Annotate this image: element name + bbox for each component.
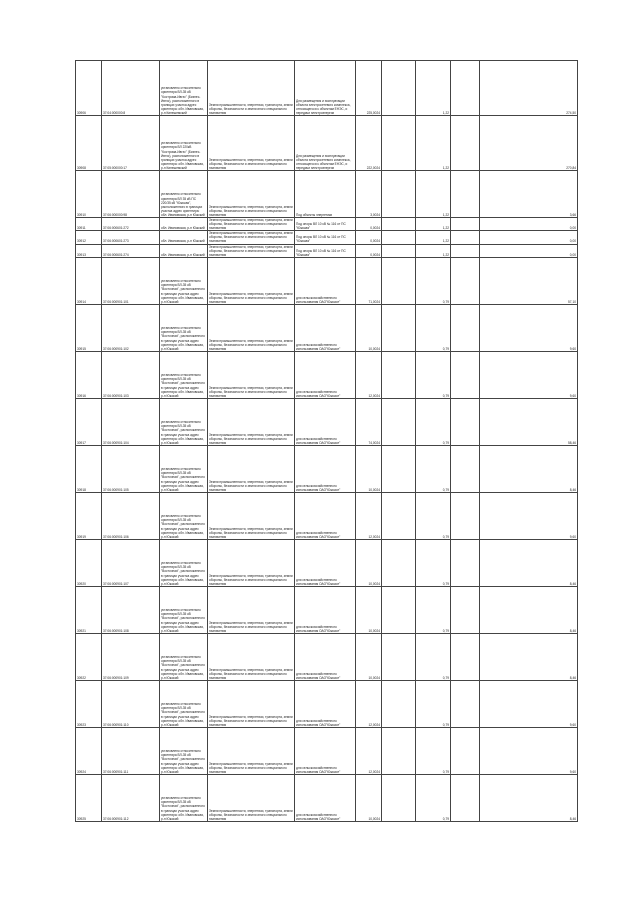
amount-cell: 8,46 [480, 586, 578, 633]
permitted-use-cell: Под опоры ВЛ 10 кВ № 116 от ПС "Южская" [295, 244, 356, 257]
record-number: 30912 [76, 231, 102, 244]
location-cell: установлено относительно ориентира ВЛ-35 кВ "Восточная", расположенного в границах участка адрес ориентира: обл. Ивановская, р-н Южский [160, 774, 208, 821]
location-cell: установлено относительно ориентира ВЛ-35 кВ "Восточная", расположенного в границах участка адрес ориентира: обл. Ивановская, р-н Южский [160, 586, 208, 633]
area-cell: 12,0024 [356, 492, 382, 539]
location-cell: установлено относительно ориентира ВЛ-35 кВ "Кострома-Ивгэс" (Бизнес-Ивгэс), расположенного в границах участка адрес ориентира: обл. Ивановская, р-н Кинешемский [160, 61, 208, 116]
permitted-use-cell: для сельскохозяйственного использования ОАО"Южское" [295, 633, 356, 680]
area-cell: 10,0024 [356, 445, 382, 492]
area-cell: 222,0024 [356, 116, 382, 171]
permitted-use-cell: для сельскохозяйственного использования ОАО"Южское" [295, 492, 356, 539]
area-cell: 225,0024 [356, 61, 382, 116]
amount-cell: 9,60 [480, 727, 578, 774]
permitted-use-cell: Под объекты энергетики [295, 171, 356, 218]
area-cell: 10,0024 [356, 586, 382, 633]
cadastral-number: 37:06:000901:102 [102, 304, 160, 351]
empty-cell [382, 61, 416, 116]
record-number: 30917 [76, 398, 102, 445]
empty-cell [382, 218, 416, 231]
empty-cell [451, 231, 480, 244]
permitted-use-cell: для сельскохозяйственного использования ОАО"Южское" [295, 398, 356, 445]
land-category-cell: Земли промышленности, энергетики, транспорта, земли обороны, безопасности и земли иного специального назначения [208, 492, 295, 539]
land-category-cell: Земли промышленности, энергетики, транспорта, земли обороны, безопасности и земли иного специального назначения [208, 633, 295, 680]
rate-cell: 1,22 [416, 61, 451, 116]
empty-cell [382, 492, 416, 539]
area-cell: 10,0024 [356, 539, 382, 586]
record-number: 30908 [76, 116, 102, 171]
area-cell: 10,0024 [356, 304, 382, 351]
permitted-use-cell: для сельскохозяйственного использования ОАО"Южское" [295, 304, 356, 351]
table-row [76, 244, 578, 257]
record-number: 30925 [76, 774, 102, 821]
rate-cell: 0,79 [416, 633, 451, 680]
cadastral-number: 37:06:000901:111 [102, 727, 160, 774]
amount-cell: 0,00 [480, 231, 578, 244]
location-cell: установлено относительно ориентира ВЛ-35 кВ "Восточная", расположенного в границах участка адрес ориентира: обл. Ивановская, р-н Южский [160, 351, 208, 398]
amount-cell: 0,00 [480, 244, 578, 257]
empty-cell [382, 116, 416, 171]
table-row [76, 586, 578, 633]
area-cell: 12,0024 [356, 680, 382, 727]
record-number: 30923 [76, 680, 102, 727]
record-number: 30920 [76, 539, 102, 586]
amount-cell: 270,84 [480, 116, 578, 171]
empty-cell [382, 257, 416, 304]
land-category-cell: Земли промышленности, энергетики, транспорта, земли обороны, безопасности и земли иного специального назначения [208, 774, 295, 821]
empty-cell [382, 351, 416, 398]
table-row [76, 445, 578, 492]
amount-cell: 8,46 [480, 633, 578, 680]
table-row [76, 680, 578, 727]
cadastral-number: 37:06:000901:112 [102, 774, 160, 821]
table-row [76, 257, 578, 304]
permitted-use-cell: для сельскохозяйственного использования ОАО"Южское" [295, 727, 356, 774]
record-number: 30910 [76, 171, 102, 218]
table-row [76, 351, 578, 398]
land-category-cell: Земли промышленности, энергетики, транспорта, земли обороны, безопасности и земли иного специального назначения [209, 244, 293, 257]
land-category-cell: Земли промышленности, энергетики, транспорта, земли обороны, безопасности и земли иного специального назначения [208, 171, 295, 218]
land-category-cell: Земли промышленности, энергетики, транспорта, земли обороны, безопасности и земли иного специального назначения [208, 61, 295, 116]
table-row [76, 398, 578, 445]
record-number: 30911 [76, 218, 102, 231]
table-row [76, 774, 578, 821]
land-category-cell: Земли промышленности, энергетики, транспорта, земли обороны, безопасности и земли иного специального назначения [208, 398, 295, 445]
land-category-cell: Земли промышленности, энергетики, транспорта, земли обороны, безопасности и земли иного специального назначения [208, 680, 295, 727]
permitted-use-cell: для сельскохозяйственного использования ОАО"Южское" [295, 586, 356, 633]
cadastral-number: 37:06:000901:108 [102, 586, 160, 633]
amount-cell: 9,60 [480, 680, 578, 727]
location-cell: установлено относительно ориентира ВЛ 220кВ "Кострома-Ивгэс" (Бизнес-Ивгэс), расположенного в границах участка адрес ориентира: обл. Ивановская, р-н Кинешемский [160, 116, 208, 171]
land-category-cell: Земли промышленности, энергетики, транспорта, земли обороны, безопасности и земли иного специального назначения [209, 231, 293, 244]
rate-cell: 0,79 [416, 304, 451, 351]
empty-cell [451, 304, 480, 351]
empty-cell [451, 633, 480, 680]
cadastral-number: 37:05:000000:17 [102, 116, 160, 171]
amount-cell: 8,46 [480, 539, 578, 586]
empty-cell [451, 244, 480, 257]
rate-cell: 0,79 [416, 445, 451, 492]
empty-cell [451, 398, 480, 445]
amount-cell: 8,46 [480, 774, 578, 821]
rate-cell: 0,79 [416, 774, 451, 821]
empty-cell [451, 586, 480, 633]
permitted-use-cell: Под опоры ВЛ 10 кВ № 116 от ПС "Южская" [295, 218, 356, 231]
cadastral-number: 37:06:000601:272 [102, 218, 160, 231]
cadastral-number: 37:06:000601:274 [102, 244, 160, 257]
empty-cell [382, 774, 416, 821]
location-cell: установлено относительно ориентира ВЛ-35 кВ "Восточная", расположенного в границах участка адрес ориентира: обл. Ивановская, р-н Южский [160, 680, 208, 727]
empty-cell [382, 633, 416, 680]
table-row [76, 231, 578, 244]
rate-cell: 0,79 [416, 727, 451, 774]
land-category-cell: Земли промышленности, энергетики, транспорта, земли обороны, безопасности и земли иного специального назначения [208, 727, 295, 774]
empty-cell [451, 727, 480, 774]
empty-cell [382, 539, 416, 586]
location-cell: установлено относительно ориентира ВЛ-35 кВ "Восточная", расположенного в границах участка адрес ориентира: обл. Ивановская, р-н Южский [160, 398, 208, 445]
land-category-cell: Земли промышленности, энергетики, транспорта, земли обороны, безопасности и земли иного специального назначения [209, 218, 293, 231]
permitted-use-cell: Для размещения и эксплуатации объекта электросетевого комплекса, относящегося к объектам ЕНЭС, и передачи электроэнергии [295, 116, 356, 171]
empty-cell [382, 586, 416, 633]
empty-cell [451, 218, 480, 231]
land-category-cell: Земли промышленности, энергетики, транспорта, земли обороны, безопасности и земли иного специального назначения [208, 116, 295, 171]
table-row [76, 727, 578, 774]
rate-cell: 0,79 [416, 351, 451, 398]
area-cell: 12,0024 [356, 351, 382, 398]
record-number: 30906 [76, 61, 102, 116]
record-number: 30915 [76, 304, 102, 351]
empty-cell [451, 539, 480, 586]
amount-cell: 57,10 [480, 257, 578, 304]
area-cell: 74,0024 [356, 398, 382, 445]
amount-cell: 9,60 [480, 351, 578, 398]
empty-cell [382, 680, 416, 727]
land-register-table [75, 60, 578, 822]
cadastral-number: 37:06:000901:104 [102, 398, 160, 445]
empty-cell [451, 116, 480, 171]
cadastral-number: 37:06:000901:106 [102, 492, 160, 539]
rate-cell: 0,79 [416, 586, 451, 633]
cadastral-number: 37:06:000901:110 [102, 680, 160, 727]
cadastral-number: 37:06:000901:109 [102, 633, 160, 680]
location-cell: установлено относительно ориентира ВЛ-35 кВ "Восточная", расположенного в границах участка адрес ориентира: обл. Ивановская, р-н Южский [160, 492, 208, 539]
permitted-use-cell: Под опоры ВЛ 10 кВ № 116 от ПС "Южская" [295, 231, 356, 244]
area-cell: 3,0024 [356, 171, 382, 218]
land-category-cell: Земли промышленности, энергетики, транспорта, земли обороны, безопасности и земли иного специального назначения [208, 586, 295, 633]
area-cell: 10,0024 [356, 633, 382, 680]
record-number: 30913 [76, 244, 102, 257]
location-cell: установлено относительно ориентира ВЛ-35 кВ "Восточная", расположенного в границах участка адрес ориентира: обл. Ивановская, р-н Южский [160, 539, 208, 586]
area-cell: 0,0024 [356, 244, 382, 257]
location-cell: установлено относительно ориентира ВЛ-35 кВ "Восточная", расположенного в границах участка адрес ориентира: обл. Ивановская, р-н Южский [160, 304, 208, 351]
amount-cell: 3,66 [480, 171, 578, 218]
permitted-use-cell: для сельскохозяйственного использования ОАО"Южское" [295, 680, 356, 727]
empty-cell [382, 304, 416, 351]
area-cell: 0,0024 [356, 218, 382, 231]
record-number: 30921 [76, 586, 102, 633]
table-row [76, 492, 578, 539]
empty-cell [451, 492, 480, 539]
location-cell: обл. Ивановская, р-н Южский [160, 218, 208, 231]
empty-cell [451, 774, 480, 821]
land-category-cell: Земли промышленности, энергетики, транспорта, земли обороны, безопасности и земли иного специального назначения [208, 304, 295, 351]
record-number: 30918 [76, 445, 102, 492]
amount-cell: 58,46 [480, 398, 578, 445]
table-row [76, 61, 578, 116]
rate-cell: 0,79 [416, 539, 451, 586]
table-row [76, 218, 578, 231]
empty-cell [451, 351, 480, 398]
empty-cell [451, 257, 480, 304]
rate-cell: 1,22 [416, 231, 451, 244]
cadastral-number: 37:06:000901:105 [102, 445, 160, 492]
permitted-use-cell: для сельскохозяйственного использования ОАО"Южское" [295, 351, 356, 398]
table-row [76, 304, 578, 351]
amount-cell: 0,00 [480, 218, 578, 231]
area-cell: 0,0024 [356, 231, 382, 244]
amount-cell: 274,50 [480, 61, 578, 116]
permitted-use-cell: Для размещения и эксплуатации объекта электросетевого комплекса, относящегося к объектам ЕНЭС, и передачи электроэнергии [295, 61, 356, 116]
rate-cell: 1,22 [416, 218, 451, 231]
location-cell: установлено относительно ориентира ВЛ-35 кВ "Восточная", расположенного в границах участка адрес ориентира: обл. Ивановская, р-н Южский [160, 445, 208, 492]
area-cell: 10,0024 [356, 774, 382, 821]
register-page [75, 60, 577, 822]
record-number: 30924 [76, 727, 102, 774]
cadastral-number: 37:06:000601:273 [102, 231, 160, 244]
rate-cell: 0,79 [416, 680, 451, 727]
table-row [76, 171, 578, 218]
location-cell: установлено относительно ориентира ВЛ-35 кВ "Восточная", расположенного в границах участка адрес ориентира: обл. Ивановская, р-н Южский [160, 727, 208, 774]
location-cell: установлено относительно ориентира ВЛ-35 кВ "Восточная", расположенного в границах участка адрес ориентира: обл. Ивановская, р-н Южский [160, 257, 208, 304]
table-row [76, 633, 578, 680]
rate-cell: 0,79 [416, 492, 451, 539]
amount-cell: 9,60 [480, 492, 578, 539]
area-cell: 12,0024 [356, 727, 382, 774]
location-cell: обл. Ивановская, р-н Южский [160, 244, 208, 257]
cadastral-number: 37:06:000901:101 [102, 257, 160, 304]
amount-cell: 9,60 [480, 304, 578, 351]
table-body [76, 61, 578, 822]
empty-cell [451, 171, 480, 218]
land-category-cell: Земли промышленности, энергетики, транспорта, земли обороны, безопасности и земли иного специального назначения [208, 257, 295, 304]
record-number: 30922 [76, 633, 102, 680]
cadastral-number: 37:04:000000:8 [102, 61, 160, 116]
land-category-cell: Земли промышленности, энергетики, транспорта, земли обороны, безопасности и земли иного специального назначения [208, 351, 295, 398]
amount-cell: 8,46 [480, 445, 578, 492]
location-cell: установлено относительно ориентира ВЛ 35 кВ ПС 220/35 кВ "Южская", расположенного в границах участка адрес ориентира: обл. Ивановская, р-н Южский [160, 171, 208, 218]
rate-cell: 0,79 [416, 257, 451, 304]
land-category-cell: Земли промышленности, энергетики, транспорта, земли обороны, безопасности и земли иного специального назначения [208, 445, 295, 492]
land-category-cell: Земли промышленности, энергетики, транспорта, земли обороны, безопасности и земли иного специального назначения [208, 539, 295, 586]
location-cell: установлено относительно ориентира ВЛ-35 кВ "Восточная", расположенного в границах участка адрес ориентира: обл. Ивановская, р-н Южский [160, 633, 208, 680]
rate-cell: 1,22 [416, 116, 451, 171]
rate-cell: 0,79 [416, 398, 451, 445]
empty-cell [382, 244, 416, 257]
record-number: 30916 [76, 351, 102, 398]
cadastral-number: 37:06:000000:98 [102, 171, 160, 218]
empty-cell [382, 727, 416, 774]
record-number: 30919 [76, 492, 102, 539]
cadastral-number: 37:06:000901:107 [102, 539, 160, 586]
permitted-use-cell: для сельскохозяйственного использования ОАО"Южское" [295, 539, 356, 586]
empty-cell [382, 398, 416, 445]
empty-cell [382, 231, 416, 244]
permitted-use-cell: для сельскохозяйственного использования ОАО"Южское" [295, 257, 356, 304]
cadastral-number: 37:06:000901:103 [102, 351, 160, 398]
empty-cell [451, 445, 480, 492]
empty-cell [451, 61, 480, 116]
location-cell: обл. Ивановская, р-н Южский [160, 231, 208, 244]
empty-cell [382, 171, 416, 218]
permitted-use-cell: для сельскохозяйственного использования ОАО"Южское" [295, 774, 356, 821]
permitted-use-cell: для сельскохозяйственного использования ОАО"Южское" [295, 445, 356, 492]
empty-cell [382, 445, 416, 492]
rate-cell: 1,22 [416, 244, 451, 257]
empty-cell [451, 680, 480, 727]
table-row [76, 116, 578, 171]
rate-cell: 1,22 [416, 171, 451, 218]
area-cell: 71,0024 [356, 257, 382, 304]
record-number: 30914 [76, 257, 102, 304]
table-row [76, 539, 578, 586]
